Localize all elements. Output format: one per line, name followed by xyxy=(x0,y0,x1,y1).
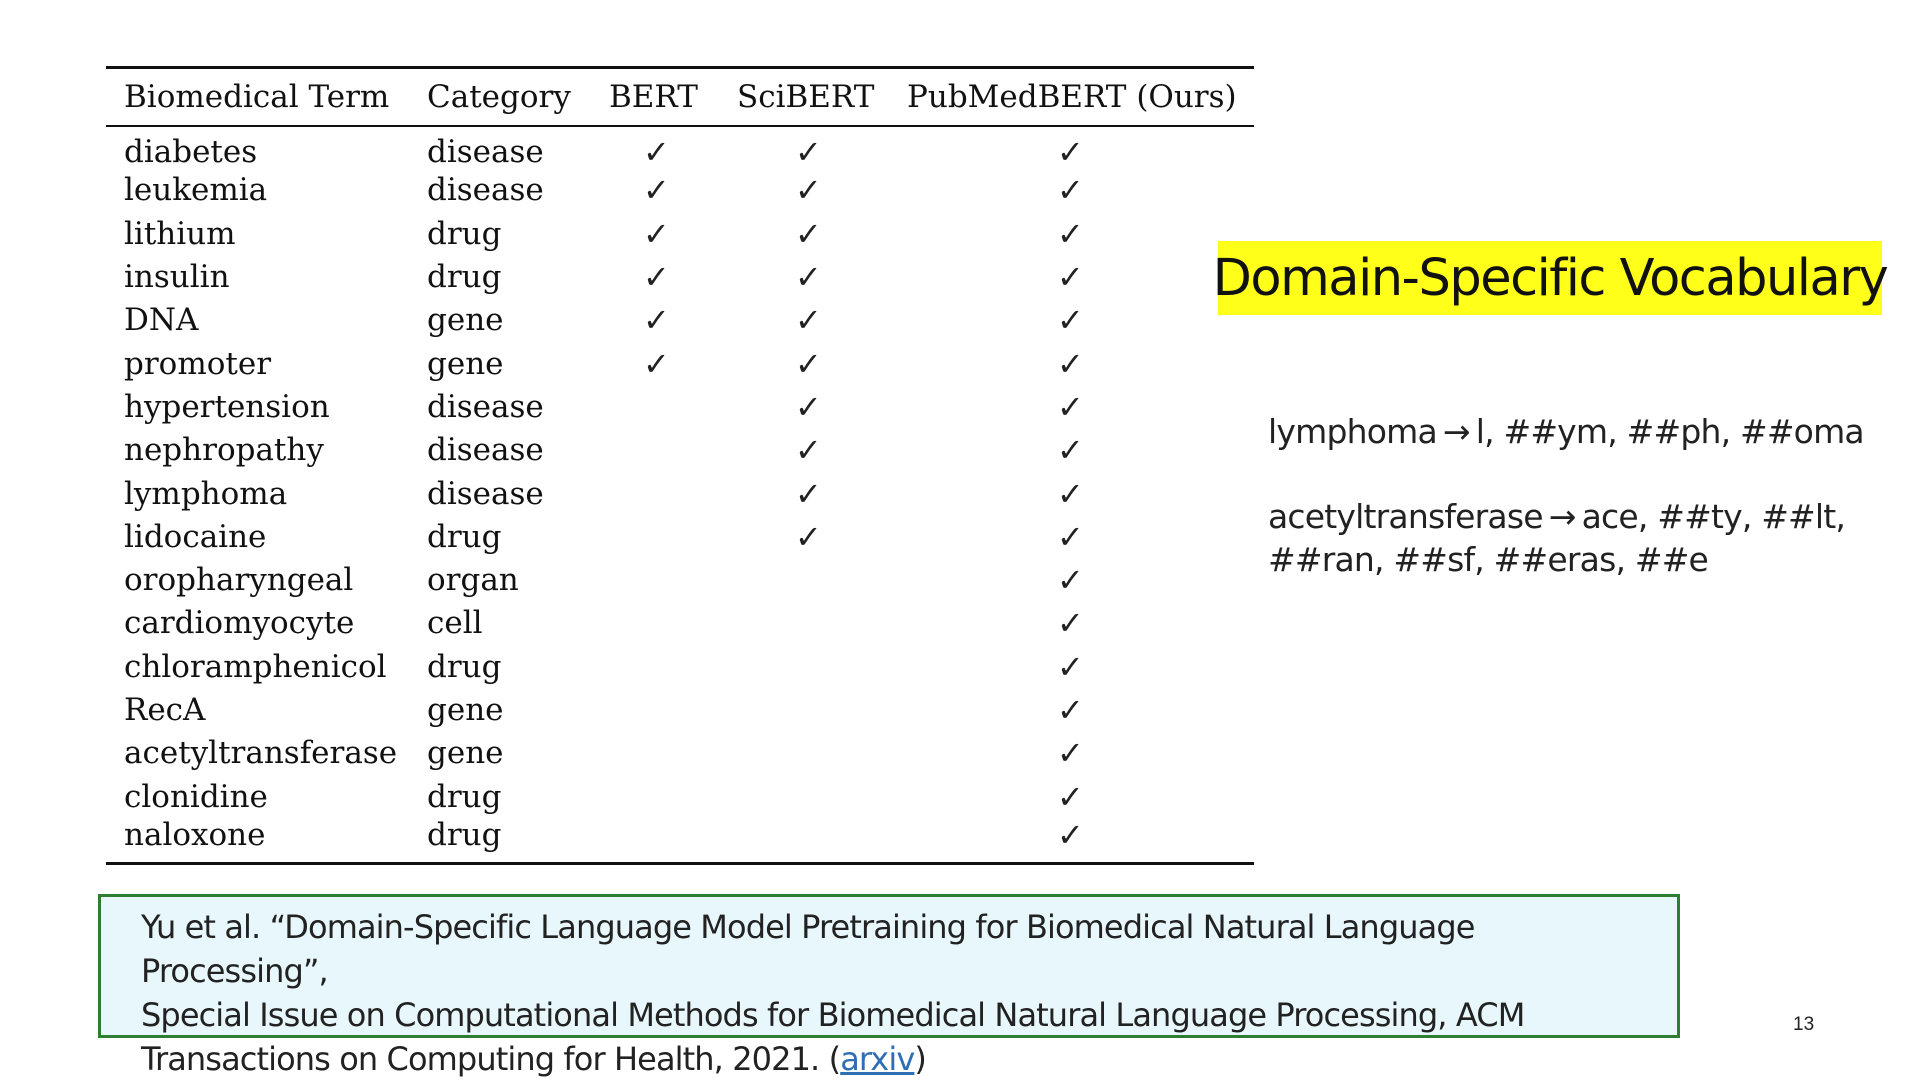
checkmark-icon: ✓ xyxy=(1057,258,1084,297)
example-acetyltransferase xyxy=(1268,495,1888,581)
cell-bert xyxy=(609,472,737,515)
example-word: acetyltransferase xyxy=(1268,497,1543,536)
cell-category: gene xyxy=(427,302,504,339)
header-category: Category xyxy=(427,79,571,115)
checkmark-icon: ✓ xyxy=(1057,734,1084,773)
title-highlight xyxy=(1212,241,1888,315)
cell-pubmedbert xyxy=(907,602,1254,645)
table-header-row xyxy=(106,68,1254,127)
example-tokens: ace, ##ty, ##lt, xyxy=(1581,497,1846,536)
cell-term: lymphoma xyxy=(124,475,288,512)
table-row xyxy=(106,689,1254,732)
checkmark-icon: ✓ xyxy=(1057,691,1084,729)
table-row xyxy=(106,429,1254,472)
checkmark-icon: ✓ xyxy=(1057,387,1084,426)
cell-category: disease xyxy=(427,475,544,512)
cell-category: gene xyxy=(427,345,504,382)
example-line xyxy=(1268,410,1888,453)
checkmark-icon: ✓ xyxy=(795,301,822,340)
table-row xyxy=(106,126,1254,169)
checkmark-icon: ✓ xyxy=(1057,214,1084,253)
cell-scibert xyxy=(737,169,907,212)
cell-pubmedbert xyxy=(907,775,1254,818)
checkmark-icon: ✓ xyxy=(1057,344,1084,383)
checkmark-icon: ✓ xyxy=(795,387,822,426)
table-row xyxy=(106,516,1254,559)
table-row xyxy=(106,299,1254,342)
vocabulary-table xyxy=(106,66,1254,865)
citation-line-2: Special Issue on Computational Methods for Biomedical Natural Language Processing, ACM xyxy=(141,996,1525,1034)
cell-bert xyxy=(609,213,737,256)
table-row xyxy=(106,386,1254,429)
checkmark-icon: ✓ xyxy=(1057,132,1084,171)
table-row xyxy=(106,819,1254,864)
cell-term: diabetes xyxy=(124,133,258,170)
citation-line-3 xyxy=(141,1037,1657,1080)
checkmark-icon: ✓ xyxy=(643,214,670,253)
cell-scibert xyxy=(737,299,907,342)
cell-pubmedbert xyxy=(907,386,1254,429)
checkmark-icon: ✓ xyxy=(795,132,822,171)
cell-term: leukemia xyxy=(124,172,268,209)
cell-category: organ xyxy=(427,562,519,599)
slide-title: Domain-Specific Vocabulary xyxy=(1212,248,1888,308)
checkmark-icon: ✓ xyxy=(1057,517,1084,556)
cell-bert xyxy=(609,256,737,299)
cell-term: clonidine xyxy=(124,778,268,815)
table-row xyxy=(106,602,1254,645)
arrow-right-icon: → xyxy=(1442,412,1470,451)
cell-category: cell xyxy=(427,605,483,642)
cell-scibert xyxy=(737,472,907,515)
cell-scibert xyxy=(737,429,907,472)
cell-bert xyxy=(609,819,737,864)
table-row xyxy=(106,169,1254,212)
example-lymphoma xyxy=(1268,410,1888,453)
checkmark-icon: ✓ xyxy=(795,431,822,470)
table-row xyxy=(106,472,1254,515)
cell-scibert xyxy=(737,732,907,775)
cell-scibert xyxy=(737,819,907,864)
example-tokens-continued: ##ran, ##sf, ##eras, ##e xyxy=(1268,540,1709,579)
checkmark-icon: ✓ xyxy=(1057,777,1084,816)
cell-bert xyxy=(609,775,737,818)
arxiv-link[interactable]: arxiv xyxy=(840,1040,915,1078)
cell-pubmedbert xyxy=(907,299,1254,342)
cell-scibert xyxy=(737,559,907,602)
cell-bert xyxy=(609,646,737,689)
cell-category: drug xyxy=(427,518,502,555)
cell-term: insulin xyxy=(124,259,230,296)
cell-scibert xyxy=(737,602,907,645)
cell-pubmedbert xyxy=(907,472,1254,515)
checkmark-icon: ✓ xyxy=(795,344,822,383)
checkmark-icon: ✓ xyxy=(643,258,670,297)
cell-category: disease xyxy=(427,388,544,425)
cell-pubmedbert xyxy=(907,169,1254,212)
checkmark-icon: ✓ xyxy=(1057,604,1084,643)
cell-category: drug xyxy=(427,778,502,815)
cell-bert xyxy=(609,342,737,385)
cell-pubmedbert xyxy=(907,732,1254,775)
cell-bert xyxy=(609,689,737,732)
checkmark-icon: ✓ xyxy=(1057,301,1084,340)
page-number: 13 xyxy=(1793,1014,1815,1035)
citation-line-1: Yu et al. “Domain-Specific Language Model Pretraining for Biomedical Natural Language Processing”, xyxy=(141,908,1475,990)
tokenization-examples xyxy=(1268,410,1888,623)
checkmark-icon: ✓ xyxy=(1057,815,1084,854)
cell-bert xyxy=(609,429,737,472)
cell-term: lithium xyxy=(124,215,236,252)
cell-term: oropharyngeal xyxy=(124,562,354,599)
table-row xyxy=(106,342,1254,385)
citation-box xyxy=(98,894,1680,1078)
checkmark-icon: ✓ xyxy=(795,474,822,513)
cell-category: drug xyxy=(427,259,502,296)
cell-scibert xyxy=(737,775,907,818)
checkmark-icon: ✓ xyxy=(1057,171,1084,210)
cell-term: promoter xyxy=(124,345,272,382)
cell-category: drug xyxy=(427,215,502,252)
cell-bert xyxy=(609,126,737,169)
cell-category: gene xyxy=(427,735,504,772)
table-row xyxy=(106,256,1254,299)
cell-pubmedbert xyxy=(907,516,1254,559)
example-line xyxy=(1268,495,1888,538)
cell-term: hypertension xyxy=(124,388,330,425)
cell-bert xyxy=(609,386,737,429)
table-header xyxy=(106,68,1254,127)
cell-bert xyxy=(609,516,737,559)
cell-scibert xyxy=(737,126,907,169)
checkmark-icon: ✓ xyxy=(795,517,822,556)
cell-category: disease xyxy=(427,133,544,170)
checkmark-icon: ✓ xyxy=(1057,647,1084,686)
checkmark-icon: ✓ xyxy=(795,171,822,210)
checkmark-icon: ✓ xyxy=(643,344,670,383)
cell-scibert xyxy=(737,646,907,689)
checkmark-icon: ✓ xyxy=(1057,474,1084,513)
table-row xyxy=(106,646,1254,689)
cell-pubmedbert xyxy=(907,689,1254,732)
table-row xyxy=(106,732,1254,775)
cell-pubmedbert xyxy=(907,213,1254,256)
citation-line-3-end: ) xyxy=(914,1040,926,1078)
header-bert: BERT xyxy=(609,79,698,115)
cell-scibert xyxy=(737,386,907,429)
cell-term: lidocaine xyxy=(124,518,267,555)
cell-bert xyxy=(609,169,737,212)
cell-category: disease xyxy=(427,432,544,469)
cell-term: DNA xyxy=(124,302,199,339)
cell-term: acetyltransferase xyxy=(124,735,398,772)
arrow-right-icon: → xyxy=(1548,497,1576,536)
cell-term: cardiomyocyte xyxy=(124,605,355,642)
cell-bert xyxy=(609,299,737,342)
cell-scibert xyxy=(737,256,907,299)
checkmark-icon: ✓ xyxy=(643,171,670,210)
cell-bert xyxy=(609,559,737,602)
cell-term: RecA xyxy=(124,692,206,728)
cell-bert xyxy=(609,732,737,775)
example-word: lymphoma xyxy=(1268,412,1437,451)
cell-term: naloxone xyxy=(124,816,266,853)
citation-line-3-text: Transactions on Computing for Health, 2021. ( xyxy=(141,1040,841,1078)
table-body xyxy=(106,126,1254,863)
cell-category: drug xyxy=(427,648,502,685)
cell-pubmedbert xyxy=(907,646,1254,689)
header-pubmedbert: PubMedBERT (Ours) xyxy=(907,79,1237,115)
cell-term: nephropathy xyxy=(124,432,324,469)
cell-bert xyxy=(609,602,737,645)
cell-category: disease xyxy=(427,172,544,209)
table-row xyxy=(106,213,1254,256)
cell-pubmedbert xyxy=(907,126,1254,169)
example-tokens: l, ##ym, ##ph, ##oma xyxy=(1475,412,1864,451)
checkmark-icon: ✓ xyxy=(1057,561,1084,600)
checkmark-icon: ✓ xyxy=(643,132,670,171)
header-scibert: SciBERT xyxy=(737,79,875,115)
checkmark-icon: ✓ xyxy=(795,258,822,297)
cell-pubmedbert xyxy=(907,559,1254,602)
checkmark-icon: ✓ xyxy=(795,214,822,253)
checkmark-icon: ✓ xyxy=(1057,431,1084,470)
table-row xyxy=(106,559,1254,602)
cell-pubmedbert xyxy=(907,429,1254,472)
cell-pubmedbert xyxy=(907,256,1254,299)
cell-pubmedbert xyxy=(907,342,1254,385)
header-biomedical-term: Biomedical Term xyxy=(124,79,390,115)
table-row xyxy=(106,775,1254,818)
cell-term: chloramphenicol xyxy=(124,648,387,685)
cell-category: drug xyxy=(427,816,502,853)
cell-pubmedbert xyxy=(907,815,1254,864)
cell-scibert xyxy=(737,213,907,256)
cell-scibert xyxy=(737,342,907,385)
cell-scibert xyxy=(737,516,907,559)
checkmark-icon: ✓ xyxy=(643,301,670,340)
cell-category: gene xyxy=(427,692,504,728)
cell-scibert xyxy=(737,689,907,732)
